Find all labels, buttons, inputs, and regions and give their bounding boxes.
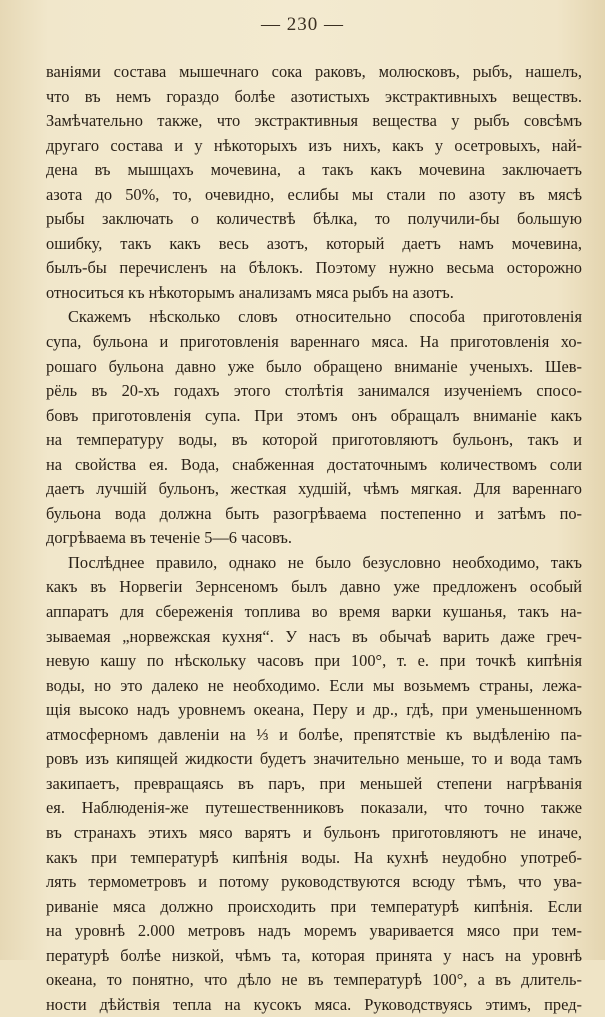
text-line: рёль въ 20-хъ годахъ этого столѣтія занимался изученіемъ спосо- — [46, 381, 582, 401]
text-line: атмосферномъ давленіи на ⅓ и болѣе, препятствіе къ выдѣленію па- — [46, 724, 582, 744]
text-line: на уровнѣ 2.000 метровъ надъ моремъ уваривается мясо при тем- — [46, 921, 582, 941]
text-line: на температуру воды, въ которой приготовляютъ бульонъ, такъ и — [46, 430, 582, 450]
text-line: Скажемъ нѣсколько словъ относительно способа приготовленія — [68, 307, 582, 327]
text-line: ея. Наблюденія-же путешественниковъ показали, что точно также — [46, 798, 582, 818]
text-line: ваніями состава мышечнаго сока раковъ, молюсковъ, рыбъ, нашелъ, — [46, 62, 582, 81]
text-line: какъ въ Норвегіи Зернсеномъ былъ давно уже предложенъ особый — [46, 577, 582, 597]
text-line: зываемая „норвежская кухня“. У насъ въ обычаѣ варить даже греч- — [46, 626, 582, 646]
text-line: закипаетъ, превращаясь въ паръ, при меньшей степени нагрѣванія — [46, 773, 582, 793]
text-line: рыбы заключать о количествѣ бѣлка, то получили-бы большую — [46, 209, 582, 229]
text-line: азота до 50%, то, очевидно, еслибы мы стали по азоту въ мясѣ — [46, 184, 582, 204]
text-line: Замѣчательно также, что экстрактивныя вещества у рыбъ совсѣмъ — [46, 111, 582, 131]
text-line: аппаратъ для сбереженія топлива во время варки кушанья, такъ на- — [46, 602, 582, 622]
text-line: Послѣднее правило, однако не было безусловно необходимо, такъ — [68, 552, 582, 572]
text-line: дена въ мышцахъ мочевина, а такъ какъ мочевина заключаетъ — [46, 160, 582, 180]
text-line: другаго состава и у нѣкоторыхъ изъ нихъ, какъ у осетровыхъ, най- — [46, 135, 582, 155]
text-line: бульона вода должна быть разогрѣваема постепенно и затѣмъ по- — [46, 503, 582, 523]
text-line: ности дѣйствія тепла на кусокъ мяса. Руководствуясь этимъ, пред- — [46, 994, 582, 1014]
text-line: океана, то понятно, что дѣло не въ температурѣ 100°, а въ длитель- — [46, 970, 582, 990]
page-number: — 230 — — [261, 14, 344, 35]
text-line: какъ при температурѣ кипѣнія воды. На кухнѣ неудобно употреб- — [46, 847, 582, 867]
text-line: былъ-бы перечисленъ на бѣлокъ. Поэтому нужно весьма осторожно — [46, 258, 582, 278]
text-line: риваніе мяса должно происходить при температурѣ кипѣнія. Если — [46, 896, 582, 916]
text-line: пературѣ болѣе низкой, чѣмъ та, которая принята у насъ на уровнѣ — [46, 945, 582, 965]
text-line: ошибку, такъ какъ весь азотъ, который даетъ намъ мочевина, — [46, 233, 582, 253]
text-line: догрѣваема въ теченіе 5—6 часовъ. — [46, 528, 292, 548]
text-line: лять термометровъ и потому руководствуются всюду тѣмъ, что ува- — [46, 872, 582, 892]
text-line: щія высоко надъ уровнемъ океана, Перу и др., гдѣ, при уменьшенномъ — [46, 700, 582, 720]
text-line: супа, бульона и приготовленія вареннаго мяса. На приготовленія хо- — [46, 332, 582, 352]
text-line: ровъ изъ кипящей жидкости будетъ значительно меньше, то и вода тамъ — [46, 749, 582, 769]
text-line: въ странахъ этихъ мясо варятъ и бульонъ приготовляютъ не иначе, — [46, 822, 582, 842]
text-line: что въ немъ гораздо болѣе азотистыхъ экстрактивныхъ веществъ. — [46, 86, 582, 106]
text-line: даетъ лучшій бульонъ, жесткая худшій, чѣмъ мягкая. Для вареннаго — [46, 479, 582, 499]
body-text — [46, 60, 582, 1017]
text-line: невую кашу по нѣскольку часовъ при 100°, т. е. при точкѣ кипѣнія — [46, 651, 582, 671]
text-line: бовъ приготовленія супа. При этомъ онъ обращалъ вниманіе какъ — [46, 405, 582, 425]
text-line: рошаго бульона давно уже было обращено вниманіе ученыхъ. Шев- — [46, 356, 582, 376]
text-line: относиться къ нѣкоторымъ анализамъ мяса рыбъ на азотъ. — [46, 282, 454, 302]
text-line: воды, но это далеко не необходимо. Если мы возьмемъ страны, лежа- — [46, 675, 582, 695]
text-line: на свойства ея. Вода, снабженная достаточнымъ количествомъ соли — [46, 454, 582, 474]
